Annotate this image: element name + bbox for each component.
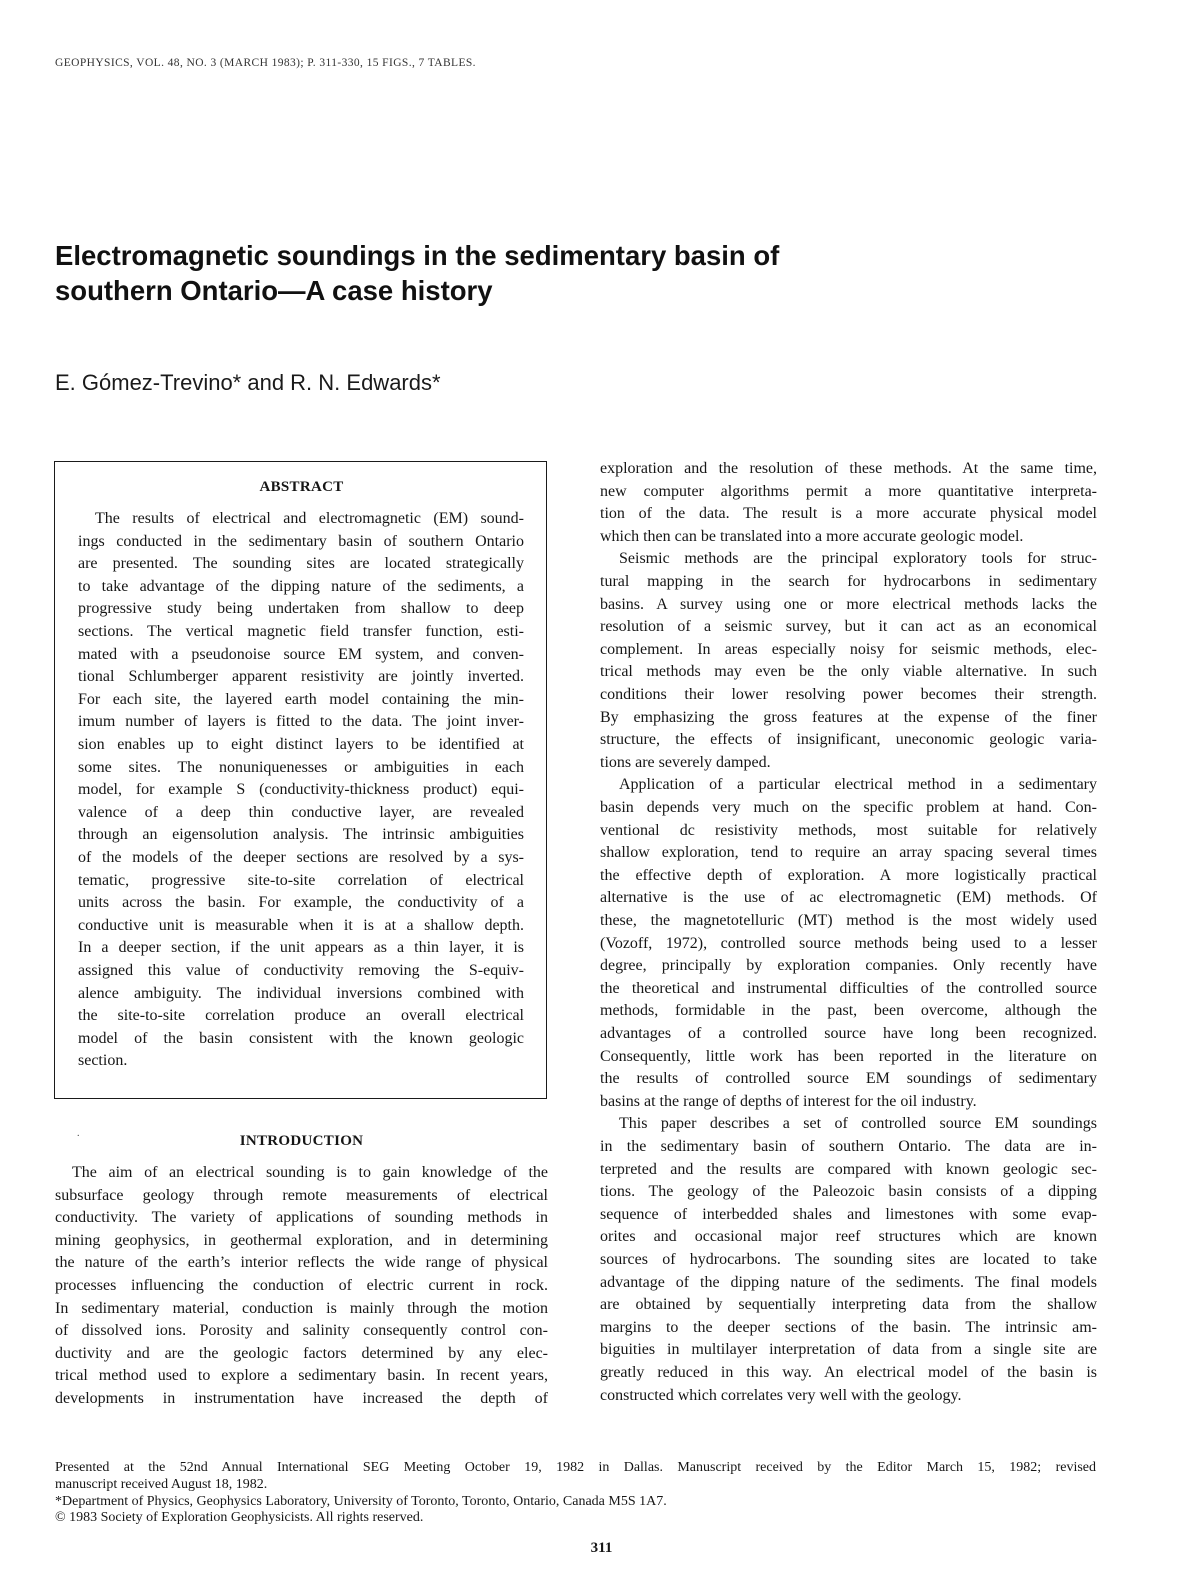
text-line: in the sedimentary basin of southern Ontario. The data are in- — [600, 1138, 1097, 1155]
text-line: exploration and the resolution of these methods. At the same time, — [600, 460, 1097, 477]
text-line: tions. The geology of the Paleozoic basin consists of a dipping — [600, 1183, 1097, 1201]
text-line: (Vozoff, 1972), controlled source methods being used to a lesser — [600, 934, 1097, 952]
text-line: basin depends very much on the specific problem at hand. Con- — [600, 799, 1097, 816]
text-line: units across the basin. For example, the conductivity of a — [78, 894, 524, 912]
text-line: basins. A survey using one or more electrical methods lacks the — [600, 595, 1097, 613]
text-line: conditions their lower resolving power becomes their strength. — [600, 686, 1097, 703]
text-line: ductivity and are the geologic factors determined by any elec- — [55, 1344, 548, 1362]
text-line: biguities in multilayer interpretation of data from a single site are — [600, 1341, 1097, 1359]
text-line: ings conducted in the sedimentary basin of southern Ontario — [78, 532, 524, 550]
text-line: subsurface geology through remote measurements of electrical — [55, 1186, 548, 1204]
page-number: 311 — [590, 1540, 613, 1556]
text-line: shallow exploration, tend to require an array spacing several times — [600, 844, 1097, 862]
text-line: are presented. The sounding sites are located strategically — [78, 555, 524, 573]
text-line: of the models of the deeper sections are resolved by a sys- — [78, 849, 524, 866]
text-line: model of the basin consistent with the known geologic — [78, 1029, 524, 1047]
text-line: advantage of the dipping nature of the sediments. The final models — [600, 1273, 1097, 1291]
text-line: sources of hydrocarbons. The sounding sites are located to take — [600, 1251, 1097, 1268]
text-line: mining geophysics, in geothermal exploration, and in determining — [55, 1231, 548, 1249]
text-line: tematic, progressive site-to-site correlation of electrical — [78, 871, 524, 889]
text-line: some sites. The nonuniquenesses or ambiguities in each — [78, 758, 524, 776]
text-line: of dissolved ions. Porosity and salinity consequently control con- — [55, 1322, 548, 1340]
text-line: resolution of a seismic survey, but it can act as an economical — [600, 618, 1097, 636]
text-line: tion of the data. The result is a more accurate physical model — [600, 505, 1097, 523]
text-line: In sedimentary material, conduction is mainly through the motion — [55, 1299, 548, 1317]
text-line: Consequently, little work has been reported in the literature on — [600, 1047, 1097, 1065]
text-line: greatly reduced in this way. An electrical model of the basin is — [600, 1364, 1097, 1381]
title-line: Electromagnetic soundings in the sedimentary basin of — [55, 240, 780, 271]
article-title — [55, 238, 955, 308]
text-line: methods, formidable in the past, been overcome, although the — [600, 1002, 1097, 1020]
text-line: developments in instrumentation have increased the depth of — [55, 1390, 548, 1407]
text-line: these, the magnetotelluric (MT) method is the most widely used — [600, 912, 1097, 929]
stray-mark: . — [77, 1128, 80, 1139]
author-list: E. Gómez-Trevino* and R. N. Edwards* — [55, 370, 441, 395]
text-line: By emphasizing the gross features at the expense of the finer — [600, 708, 1097, 726]
footnote-line: manuscript received August 18, 1982. — [55, 1477, 268, 1492]
text-line: model, for example S (conductivity-thickness product) equi- — [78, 781, 524, 799]
text-line: ventional dc resistivity methods, most suitable for relatively — [600, 821, 1097, 839]
text-line: orites and occasional major reef structures which are known — [600, 1228, 1097, 1246]
text-line: imum number of layers is fitted to the data. The joint inver- — [78, 713, 524, 731]
text-line: The aim of an electrical sounding is to gain knowledge of the — [72, 1164, 548, 1181]
text-line: the site-to-site correlation produce an overall electrical — [78, 1007, 524, 1025]
text-line: the effective depth of exploration. A more logistically practical — [600, 866, 1097, 884]
text-line: sequence of interbedded shales and limestones with some evap- — [600, 1205, 1097, 1223]
text-line: Application of a particular electrical method in a sedimentary — [619, 776, 1097, 794]
running-head: GEOPHYSICS, VOL. 48, NO. 3 (MARCH 1983); P. 311-330, 15 FIGS., 7 TABLES. — [55, 57, 476, 69]
title-line: southern Ontario—A case history — [55, 275, 493, 306]
text-line: alternative is the use of ac electromagnetic (EM) methods. Of — [600, 889, 1097, 907]
text-line: constructed which correlates very well with the geology. — [600, 1386, 962, 1404]
text-line: valence of a deep thin conductive layer, are revealed — [78, 803, 524, 821]
text-line: basins at the range of depths of interest for the oil industry. — [600, 1092, 977, 1110]
text-line: progressive study being undertaken from shallow to deep — [78, 600, 524, 618]
text-line: conductivity. The variety of applications of sounding methods in — [55, 1209, 548, 1227]
text-line: complement. In areas especially noisy for seismic methods, elec- — [600, 640, 1097, 658]
text-line: sections. The vertical magnetic field transfer function, esti- — [78, 623, 524, 640]
text-line: to take advantage of the dipping nature of the sediments, a — [78, 577, 524, 595]
footnote-line: *Department of Physics, Geophysics Laboratory, University of Toronto, Toronto, Ontario, Canada M5S 1A7. — [55, 1494, 667, 1509]
text-line: the results of controlled source EM soundings of sedimentary — [600, 1070, 1097, 1088]
text-line: which then can be translated into a more accurate geologic model. — [600, 527, 1024, 545]
text-line: the nature of the earth’s interior reflects the wide range of physical — [55, 1254, 548, 1272]
text-line: trical method used to explore a sedimentary basin. In recent years, — [55, 1367, 548, 1385]
text-line: terpreted and the results are compared with known geologic sec- — [600, 1160, 1097, 1178]
text-line: conductive unit is measurable when it is at a shallow depth. — [78, 916, 524, 934]
introduction-heading: INTRODUCTION — [239, 1133, 364, 1149]
footnote-line: © 1983 Society of Exploration Geophysicists. All rights reserved. — [55, 1510, 424, 1525]
text-line: Seismic methods are the principal exploratory tools for struc- — [619, 550, 1097, 568]
text-line: trical methods may even be the only viable alternative. In such — [600, 663, 1097, 681]
text-line: through an eigensolution analysis. The intrinsic ambiguities — [78, 826, 524, 844]
text-line: alence ambiguity. The individual inversions combined with — [78, 984, 524, 1002]
text-line: tional Schlumberger apparent resistivity are jointly inverted. — [78, 668, 524, 686]
text-line: assigned this value of conductivity removing the S-equiv- — [78, 962, 524, 979]
text-line: the theoretical and instrumental difficulties of the controlled source — [600, 979, 1097, 997]
text-line: mated with a pseudonoise source EM system, and conven- — [78, 645, 524, 663]
text-line: For each site, the layered earth model containing the min- — [78, 690, 524, 708]
text-line: This paper describes a set of controlled source EM soundings — [619, 1115, 1097, 1133]
text-line: are obtained by sequentially interpreting data from the shallow — [600, 1296, 1097, 1314]
text-line: tions are severely damped. — [600, 753, 771, 771]
text-line: advantages of a controlled source have long been recognized. — [600, 1025, 1097, 1042]
text-line: tural mapping in the search for hydrocarbons in sedimentary — [600, 573, 1097, 590]
footnote-line: Presented at the 52nd Annual International SEG Meeting October 19, 1982 in Dallas. Manuscript received by the Editor March 15, 1982; revised — [55, 1460, 1096, 1475]
text-line: In a deeper section, if the unit appears as a thin layer, it is — [78, 939, 524, 957]
text-line: The results of electrical and electromagnetic (EM) sound- — [95, 510, 524, 527]
text-line: margins to the deeper sections of the basin. The intrinsic am- — [600, 1318, 1097, 1336]
text-line: structure, the effects of insignificant, uneconomic geologic varia- — [600, 731, 1097, 749]
text-line: sion enables up to eight distinct layers to be identified at — [78, 736, 524, 753]
text-line: processes influencing the conduction of electric current in rock. — [55, 1277, 548, 1294]
text-line: degree, principally by exploration companies. Only recently have — [600, 957, 1097, 975]
text-line: new computer algorithms permit a more quantitative interpreta- — [600, 482, 1097, 500]
text-line: section. — [78, 1052, 128, 1070]
abstract-heading: ABSTRACT — [259, 479, 344, 495]
